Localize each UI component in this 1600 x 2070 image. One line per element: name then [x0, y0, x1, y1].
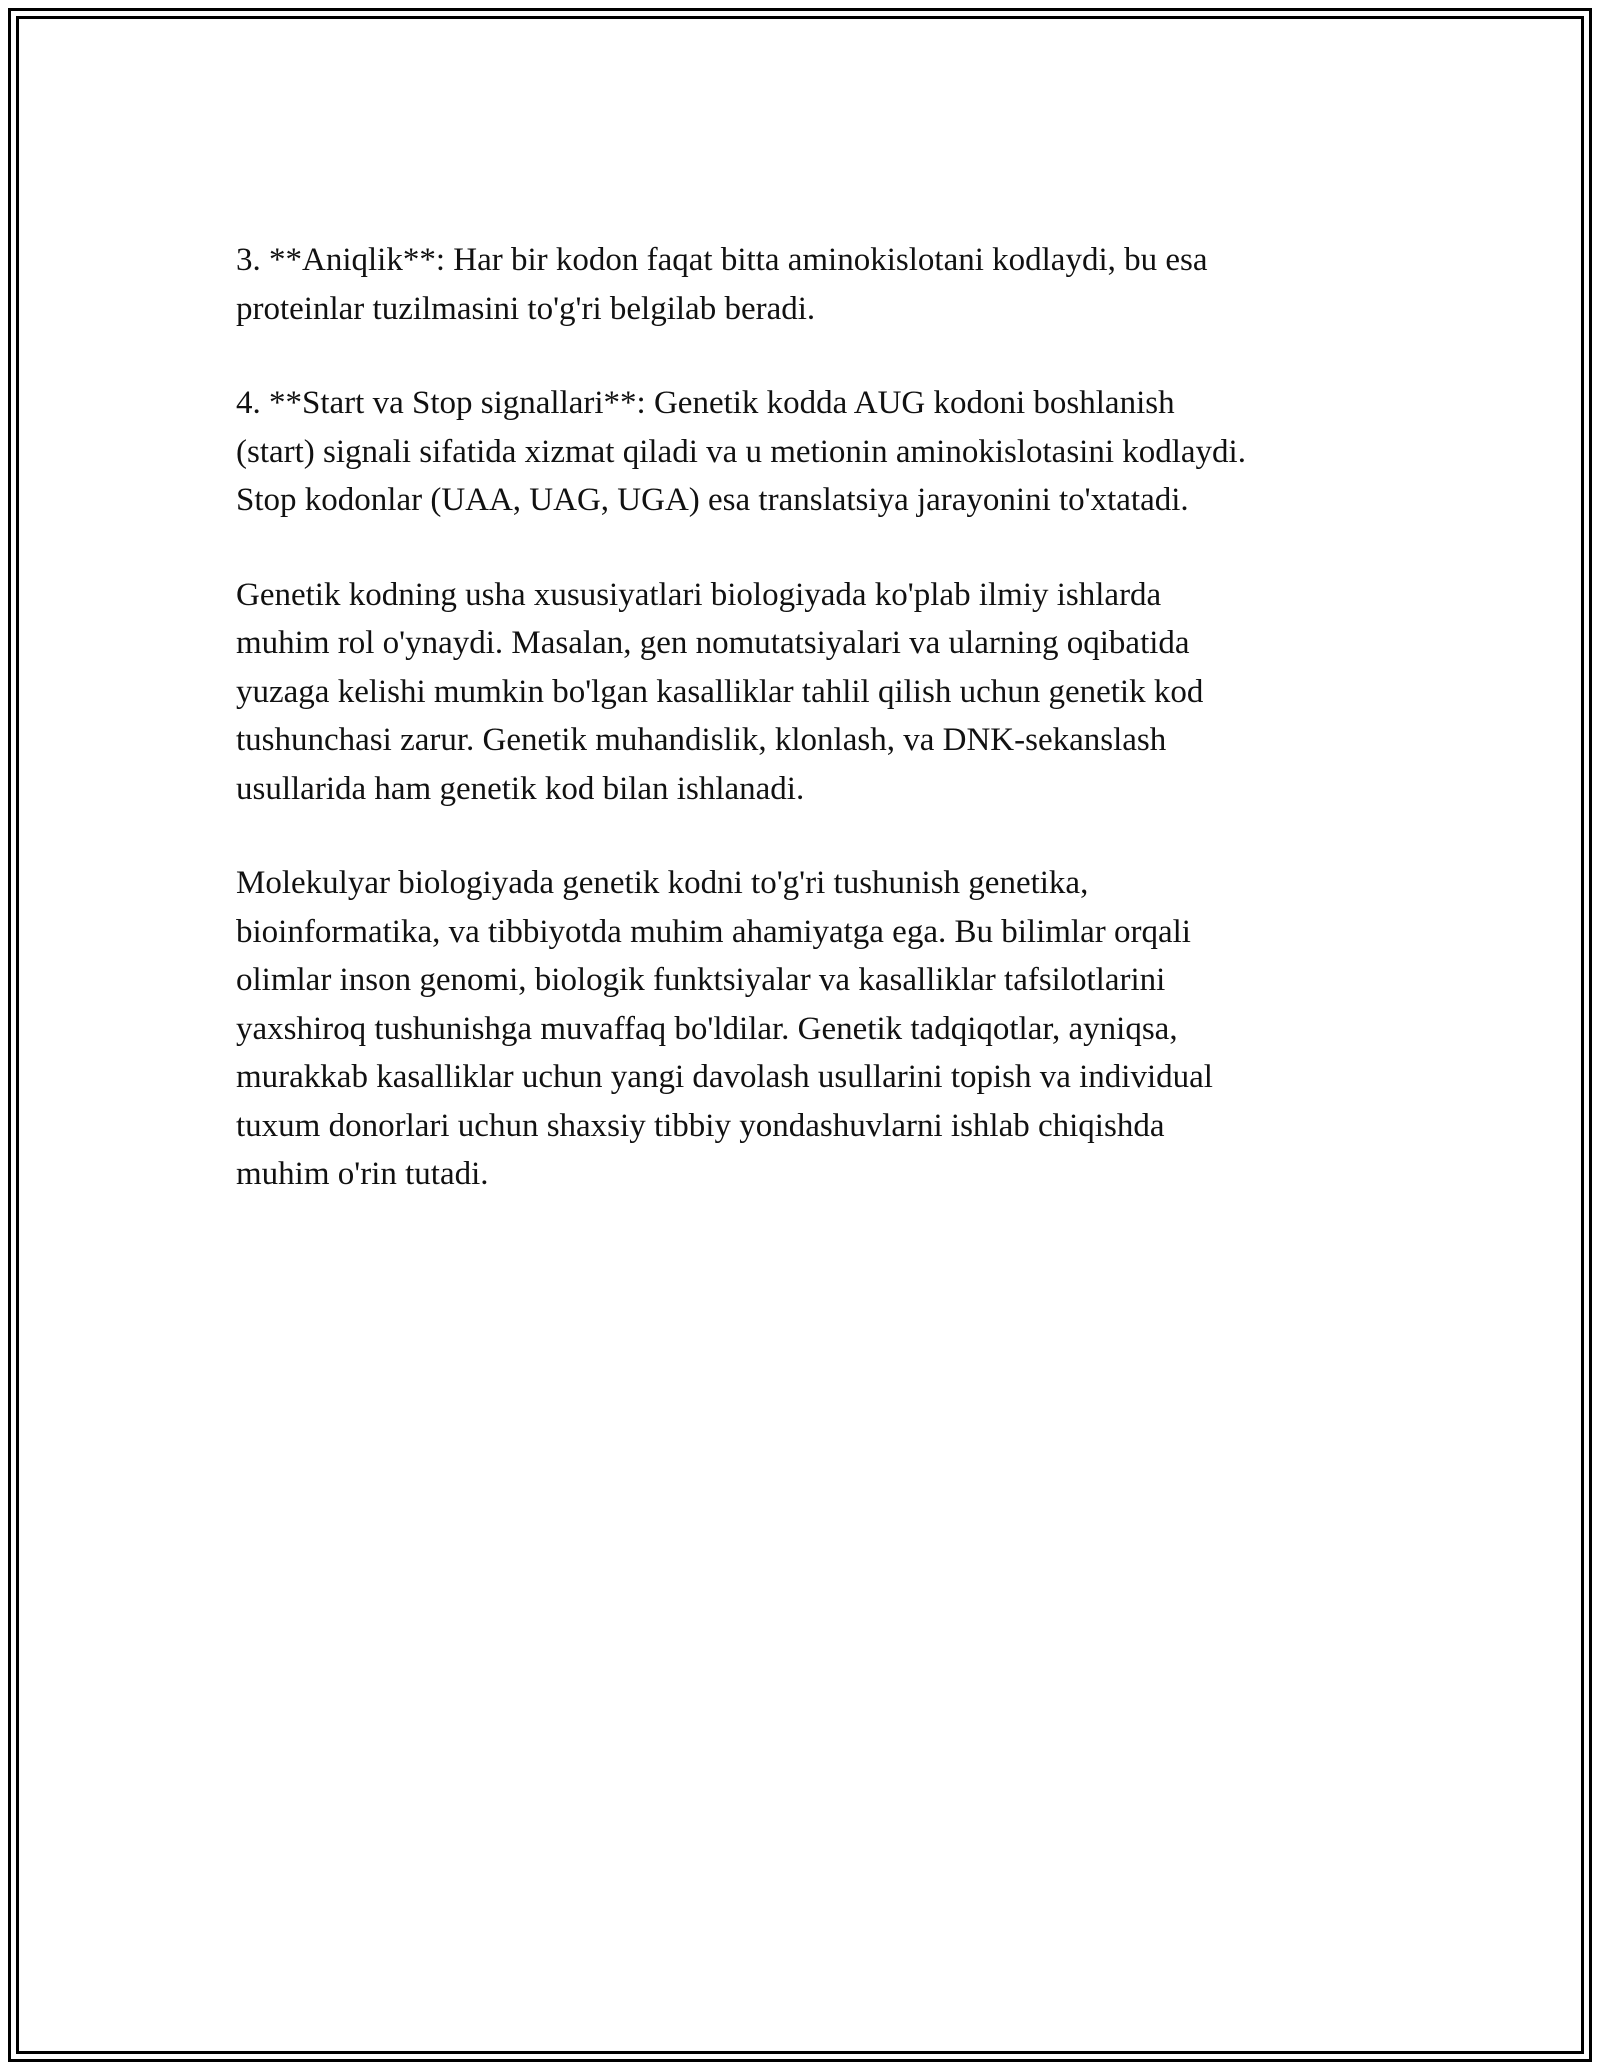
paragraph-aniqlik: 3. **Aniqlik**: Har bir kodon faqat bitta aminokislotani kodlaydi, bu esa proteinlar tuzilmasini to'g'ri belgilab beradi. — [236, 242, 1208, 327]
paragraph-start-stop-signals: 4. **Start va Stop signallari**: Genetik kodda AUG kodoni boshlanish (start) signali sifatida xizmat qiladi va u metionin aminokislotasini kodlaydi. Stop kodonlar (UAA, UAG, UGA) esa translatsiya jarayonini to'xtatadi. — [236, 385, 1246, 518]
paragraph-genetic-code-applications: Genetik kodning usha xususiyatlari biologiyada ko'plab ilmiy ishlarda muhim rol o'ynaydi. Masalan, gen nomutatsiyalari va ularning oqibatida yuzaga kelishi mumkin bo'lgan kasalliklar tahlil qilish uchun genetik kod tushunchasi zarur. Genetik muhandislik, klonlash, va DNK-sekanslash usullarida ham genetik kod bilan ishlanadi. — [236, 576, 1204, 807]
paragraph-molecular-biology: Molekulyar biologiyada genetik kodni to'g'ri tushunish genetika, bioinformatika, va tibbiyotda muhim ahamiyatga ega. Bu bilimlar orqali olimlar inson genomi, biologik funktsiyalar va kasalliklar tafsilotlarini yaxshiroq tushunishga muvaffaq bo'ldilar. Genetik tadqiqotlar, ayniqsa, murakkab kasalliklar uchun yangi davolash usullarini topish va individual tuxum donorlari uchun shaxsiy tibbiy yondashuvlarni ishlab chiqishda muhim o'rin tutadi. — [236, 865, 1213, 1192]
document-body — [236, 236, 1376, 1245]
